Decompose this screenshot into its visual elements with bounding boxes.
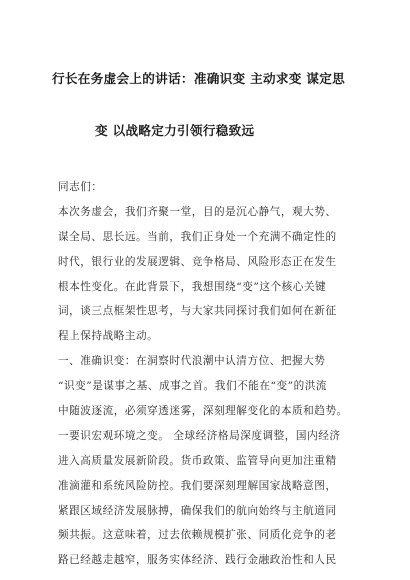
body-line: 频共振。这意味着，过去依赖规模扩张、同质化竞争的老 [58, 529, 337, 542]
body-line: 词，谈三点框架性思考，与大家共同探讨我们如何在新征 [58, 305, 337, 318]
body-line: 准滴灌和系统风险防控。我们要深刻理解国家战略意图， [58, 479, 337, 492]
body-line: 路已经越走越窄，服务实体经济、践行金融政治性和人民 [58, 554, 337, 567]
body-line: 紧跟区域经济发展脉搏，确保我们的航向始终与主航道同 [58, 504, 337, 517]
body-line: 根本性变化。在此背景下，我想围绕“变”这个核心关键 [58, 280, 327, 293]
document-title-line-1: 行长在务虚会上的讲话：准确识变 主动求变 谋定思 [52, 71, 346, 86]
body-line: 本次务虚会，我们齐聚一堂，目的是沉心静气，观大势、 [58, 205, 337, 218]
document-body [58, 175, 358, 573]
body-line: 同志们： [58, 181, 103, 193]
body-line: 进入高质量发展新阶段。货币政策、监管导向更加注重精 [58, 454, 337, 467]
body-line: 时代，银行业的发展逻辑、竞争格局、风险形态正在发生 [58, 255, 337, 268]
body-line: 谋全局、思长远。当前，我们正身处一个充满不确定性的 [58, 230, 337, 243]
body-line: 中随波逐流，必须穿透迷雾，深刻理解变化的本质和趋势。 [58, 405, 348, 418]
section-heading: 一、准确识变：在洞察时代浪潮中认清方位、把握大势 [58, 355, 326, 368]
body-line: “识变”是谋事之基、成事之首。我们不能在“变”的洪流 [58, 380, 328, 393]
body-line: 程上保持战略主动。 [58, 330, 159, 343]
body-line: 一要识宏观环境之变。 全球经济格局深度调整，国内经济 [58, 429, 341, 442]
document-title-line-2: 变 以战略定力引领行稳致远 [95, 123, 255, 138]
